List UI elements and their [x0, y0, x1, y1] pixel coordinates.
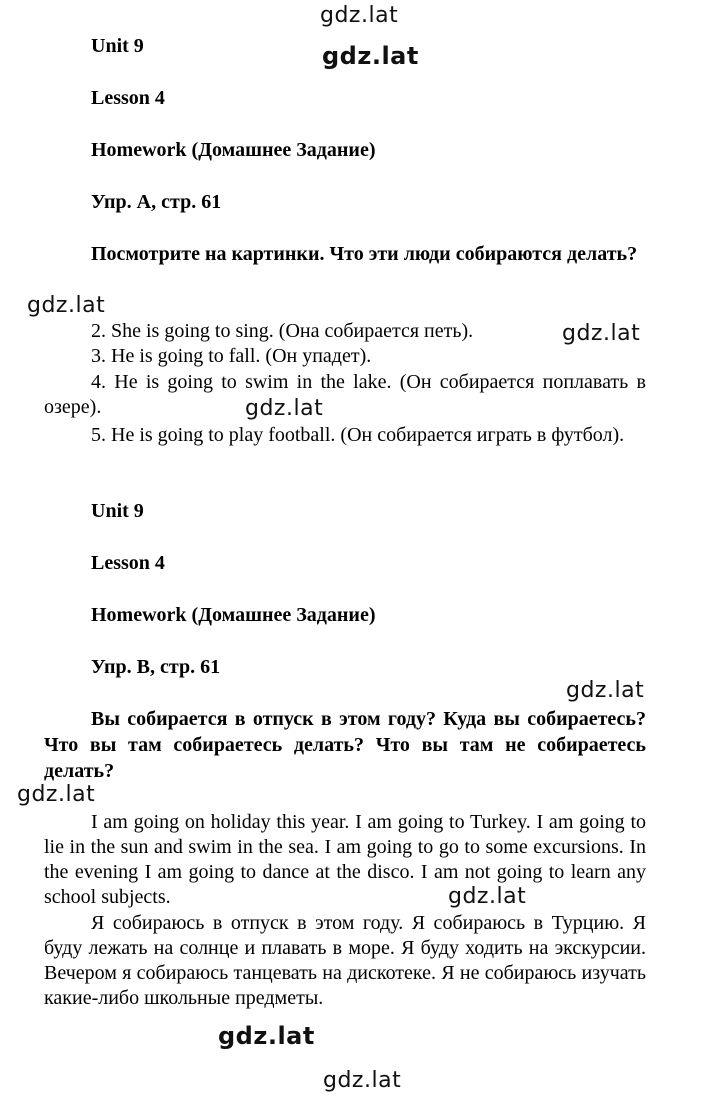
- unit-heading: Unit 9: [91, 500, 144, 522]
- answer-paragraph-en: I am going on holiday this year. I am going to Turkey. I am going to lie in the sun and swim in the sea. I am going to go to some excursions. In the evening I am going to dance at the disco. I am not going to learn any school subjects.: [44, 811, 646, 908]
- watermark: gdz.lat: [17, 782, 96, 807]
- watermark: gdz.lat: [566, 678, 645, 703]
- watermark: gdz.lat: [323, 1068, 402, 1093]
- watermark: gdz.lat: [322, 42, 419, 70]
- watermark: gdz.lat: [218, 1022, 315, 1050]
- watermark: gdz.lat: [448, 884, 527, 909]
- answer-line: 2. She is going to sing. (Она собирается петь).: [91, 320, 474, 342]
- lesson-heading: Lesson 4: [91, 552, 165, 574]
- exercise-question: Посмотрите на картинки. Что эти люди собираются делать?: [91, 243, 638, 265]
- watermark: gdz.lat: [320, 3, 399, 28]
- exercise-heading: Упр. B, стр. 61: [91, 656, 221, 678]
- answer-line: 3. He is going to fall. (Он упадет).: [91, 345, 372, 367]
- lesson-heading: Lesson 4: [91, 87, 165, 109]
- watermark: gdz.lat: [245, 396, 324, 421]
- watermark: gdz.lat: [27, 293, 106, 318]
- answer-paragraph-ru: Я собираюсь в отпуск в этом году. Я собираюсь в Турцию. Я буду лежать на солнце и плавать в море. Я буду ходить на экскурсии. Вечером я собираюсь танцевать на дискотеке. Я не собираюсь изучать какие-либо школьные предметы.: [44, 912, 646, 1009]
- exercise-heading: Упр. A, стр. 61: [91, 191, 222, 213]
- homework-heading: Homework (Домашнее Задание): [91, 139, 376, 161]
- homework-heading: Homework (Домашнее Задание): [91, 604, 376, 626]
- exercise-question: Вы собирается в отпуск в этом году? Куда вы собираетесь? Что вы там собираетесь делать? Что вы там не собираетесь делать?: [44, 708, 646, 782]
- answer-line: 5. He is going to play football. (Он собирается играть в футбол).: [91, 424, 625, 446]
- watermark: gdz.lat: [562, 321, 641, 346]
- unit-heading: Unit 9: [91, 35, 144, 57]
- answer-line: 4. He is going to swim in the lake. (Он собирается поплавать в озере).: [44, 371, 646, 418]
